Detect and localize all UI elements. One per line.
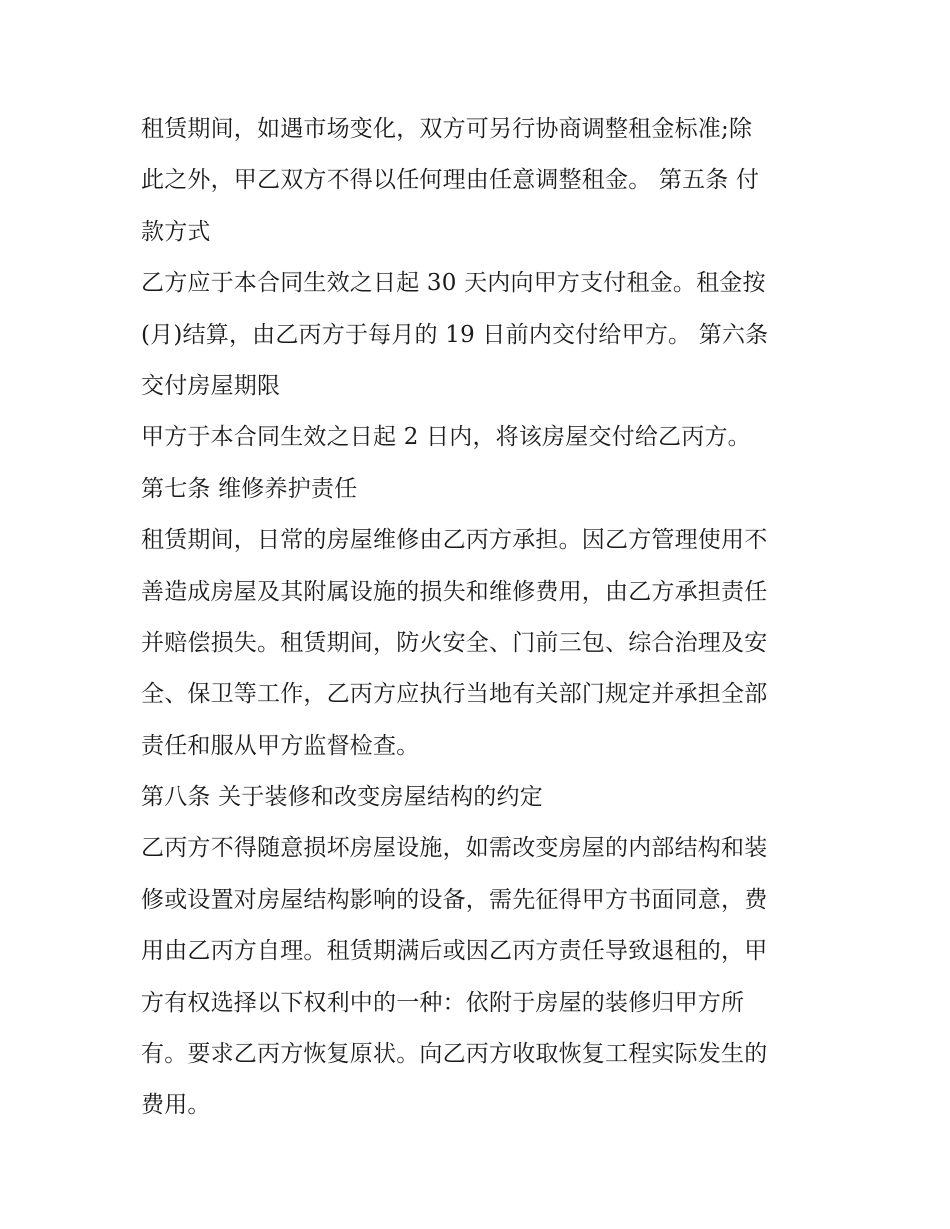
text-line: 交付房屋期限	[141, 372, 281, 399]
text-line: 租赁期间，日常的房屋维修由乙丙方承担。因乙方管理使用不	[141, 527, 768, 554]
text-line: 租赁期间，如遇市场变化，双方可另行协商调整租金标准;除	[141, 116, 753, 142]
text-line: 方有权选择以下权利中的一种：依附于房屋的装修归甲方所	[141, 989, 745, 1016]
text-line: 款方式	[141, 218, 211, 245]
text-line: (月)结算，由乙丙方于每月的 19 日前内交付给甲方。 第六条	[141, 321, 769, 348]
section-heading: 第八条 关于装修和改变房屋结构的约定	[141, 784, 543, 811]
text-line: 有。要求乙丙方恢复原状。向乙丙方收取恢复工程实际发生的	[141, 1041, 768, 1068]
text-line: 修或设置对房屋结构影响的设备，需先征得甲方书面同意，费	[141, 886, 768, 913]
text-line: 用由乙丙方自理。租赁期满后或因乙丙方责任导致退租的，甲	[141, 938, 768, 965]
text-line: 乙方应于本合同生效之日起 30 天内向甲方支付租金。租金按	[141, 270, 766, 297]
document-body	[141, 104, 831, 1132]
text-line: 善造成房屋及其附属设施的损失和维修费用，由乙方承担责任	[141, 578, 768, 605]
text-line: 此之外，甲乙双方不得以任何理由任意调整租金。 第五条 付	[141, 167, 760, 194]
text-line: 全、保卫等工作，乙丙方应执行当地有关部门规定并承担全部	[141, 681, 768, 708]
section-heading: 第七条 维修养护责任	[141, 475, 358, 502]
text-line: 费用。	[141, 1092, 211, 1119]
text-line: 责任和服从甲方监督检查。	[141, 732, 420, 759]
text-line: 甲方于本合同生效之日起 2 日内，将该房屋交付给乙丙方。	[141, 424, 751, 451]
text-line: 乙丙方不得随意损坏房屋设施，如需改变房屋的内部结构和装	[141, 835, 768, 862]
text-line: 并赔偿损失。租赁期间，防火安全、门前三包、综合治理及安	[141, 629, 768, 656]
